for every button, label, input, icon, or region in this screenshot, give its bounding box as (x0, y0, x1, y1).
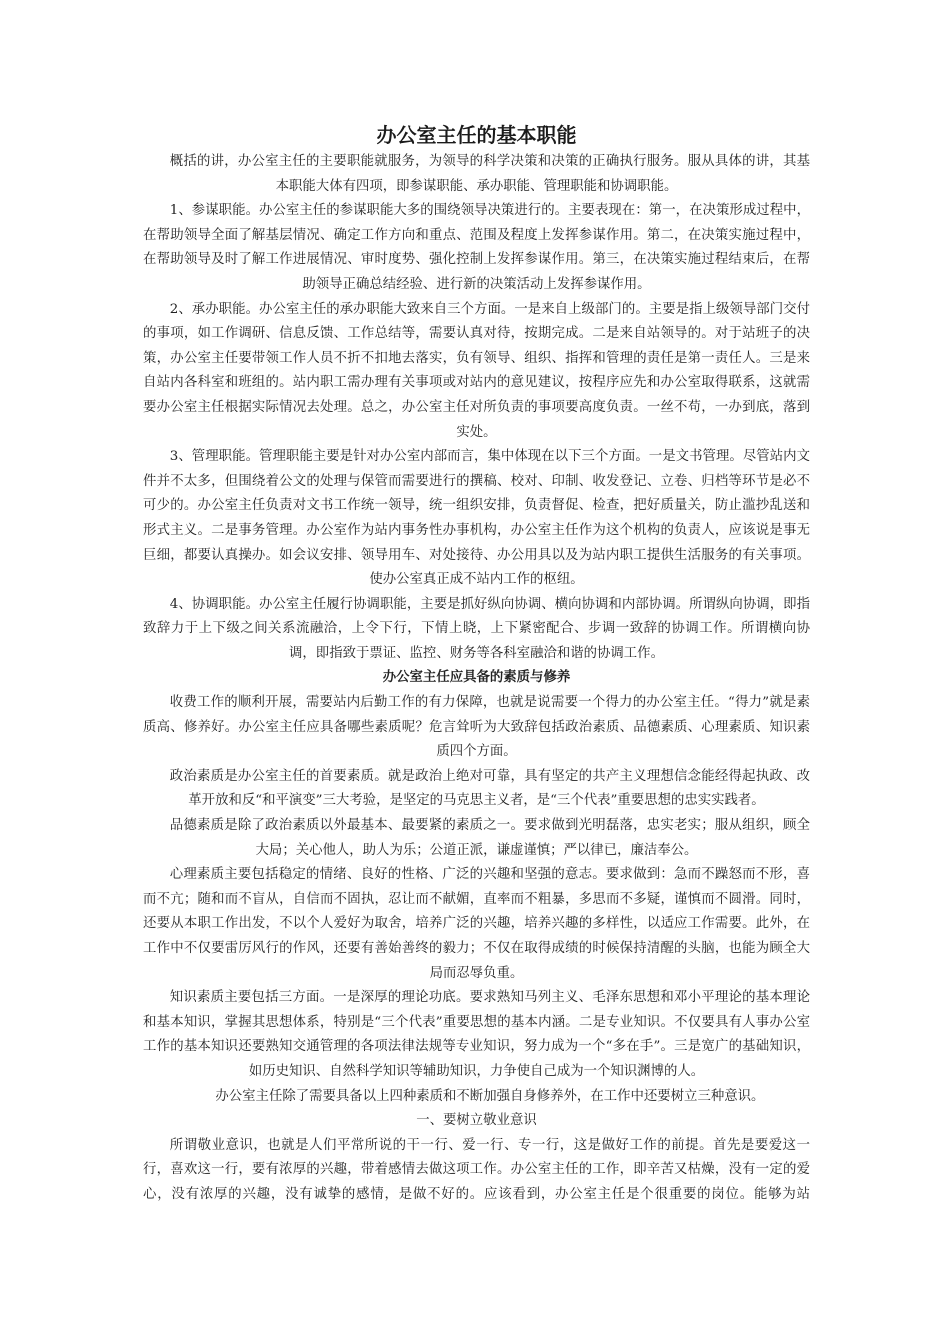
paragraph-coordination: 4、协调职能。办公室主任履行协调职能，主要是抓好纵向协调、横向协调和内部协调。所谓纵向协调，即指致辞力于上下级之间关系流融洽，上令下行，下情上晓，上下紧密配合、步调一致辞的协调工作。所谓横向协调，即指致于票证、监控、财务等各科室融洽和谐的协调工作。 (143, 596, 810, 661)
paragraph-intro: 概括的讲，办公室主任的主要职能就服务，为领导的科学决策和决策的正确执行服务。服从具体的讲，其基本职能大体有四项，即参谋职能、承办职能、管理职能和协调职能。 (169, 154, 810, 194)
heading-dedication: 一、要树立敬业意识 (416, 1113, 537, 1129)
paragraph-management: 3、管理职能。管理职能主要是针对办公室内部而言，集中体现在以下三个方面。一是文书管理。尽管站内文件并不太多，但围绕着公文的处理与保管而需要进行的撰稿、校对、印制、收发登记、立卷、归档等环节是必不可少的。办公室主任负责对文书工作统一领导，统一组织安排，负责督促、检查，把好质量关，防止滥抄乱送和形式主义。二是事务管理。办公室作为站内事务性办事机构，办公室主任作为这个机构的负责人，应该说是事无巨细，都要认真操办。如会议安排、领导用车、对处接待、办公用具以及为站内职工提供生活服务的有关事项。使办公室真正成不站内工作的枢纽。 (143, 449, 810, 588)
paragraph-dedication: 所谓敬业意识，也就是人们平常所说的干一行、爱一行、专一行，这是做好工作的前提。首先是要爱这一行，喜欢这一行，要有浓厚的兴趣，带着感情去做这项工作。办公室主任的工作，即辛苦又枯燥，没有一定的爱心，没有浓厚的兴趣，没有诚挚的感情，是做不好的。应该看到，办公室主任是个很重要的岗位。能够为站 (143, 1137, 810, 1202)
paragraph-knowledge: 知识素质主要包括三方面。一是深厚的理论功底。要求熟知马列主义、毛泽东思想和邓小平理论的基本理论和基本知识，掌握其思想体系，特别是“三个代表”重要思想的基本内涵。二是专业知识。不仅要具有人事办公室工作的基本知识还要熟知交通管理的各项法律法规等专业知识，努力成为一个“多在手”。三是宽广的基础知识，如历史知识、自然科学知识等辅助知识，力争使自己成为一个知识渊博的人。 (143, 990, 810, 1079)
paragraph-political: 政治素质是办公室主任的首要素质。就是政治上绝对可靠，具有坚定的共产主义理想信念能经得起执政、改革开放和反“和平演变”三大考验，是坚定的马克思主义者，是“三个代表”重要思想的忠实实践者。 (169, 768, 810, 809)
document-page (143, 120, 810, 1208)
paragraph-psychological: 心理素质主要包括稳定的情绪、良好的性格、广泛的兴趣和坚强的意志。要求做到：急而不躁怒而不形，喜而不亢；随和而不盲从，自信而不固执，忍让而不献媚，直率而不粗暴，多思而不多疑，谨慎而不圆滑。同时，还要从本职工作出发，不以个人爱好为取舍，培养广泛的兴趣，培养兴趣的多样性，以适应工作需要。此外，在工作中不仅要雷厉风行的作风，还要有善始善终的毅力；不仅在取得成绩的时候保持清醒的头脑，也能为顾全大局而忍辱负重。 (143, 867, 810, 981)
document-title: 办公室主任的基本职能 (376, 123, 577, 147)
paragraph-advisory: 1、参谋职能。办公室主任的参谋职能大多的围绕领导决策进行的。主要表现在：第一，在决策形成过程中，在帮助领导全面了解基层情况、确定工作方向和重点、范围及程度上发挥参谋作用。第二，在决策实施过程中，在帮助领导及时了解工作进展情况、审时度势、强化控制上发挥参谋作用。第三，在决策实施过程结束后，在帮助领导正确总结经验、进行新的决策活动上发挥参谋作用。 (143, 203, 810, 292)
paragraph-awareness-intro: 办公室主任除了需要具备以上四种素质和不断加强自身修养外，在工作中还要树立三种意识。 (215, 1088, 765, 1104)
section-subtitle: 办公室主任应具备的素质与修养 (382, 670, 571, 686)
paragraph-quality-intro: 收费工作的顺利开展，需要站内后勤工作的有力保障，也就是说需要一个得力的办公室主任。“得力”就是素质高、修养好。办公室主任应具备哪些素质呢？危言耸听为大致辞包括政治素质、品德素质、心理素质、知识素质四个方面。 (143, 695, 810, 760)
paragraph-handling: 2、承办职能。办公室主任的承办职能大致来自三个方面。一是来自上级部门的。主要是指上级领导部门交付的事项，如工作调研、信息反馈、工作总结等，需要认真对待，按期完成。二是来自站领导的。对于站班子的决策，办公室主任要带领工作人员不折不扣地去落实，负有领导、组织、指挥和管理的责任是第一责任人。三是来自站内各科室和班组的。站内职工需办理有关事项或对站内的意见建议，按程序应先和办公室取得联系，这就需要办公室主任根据实际情况去处理。总之，办公室主任对所负责的事项要高度负责。一丝不苟，一办到底，落到实处。 (143, 301, 810, 440)
paragraph-moral: 品德素质是除了政治素质以外最基本、最要紧的素质之一。要求做到光明磊落，忠实老实；服从组织，顾全大局；关心他人，助人为乐；公道正派，谦虚谨慎；严以律已，廉洁奉公。 (169, 818, 810, 858)
